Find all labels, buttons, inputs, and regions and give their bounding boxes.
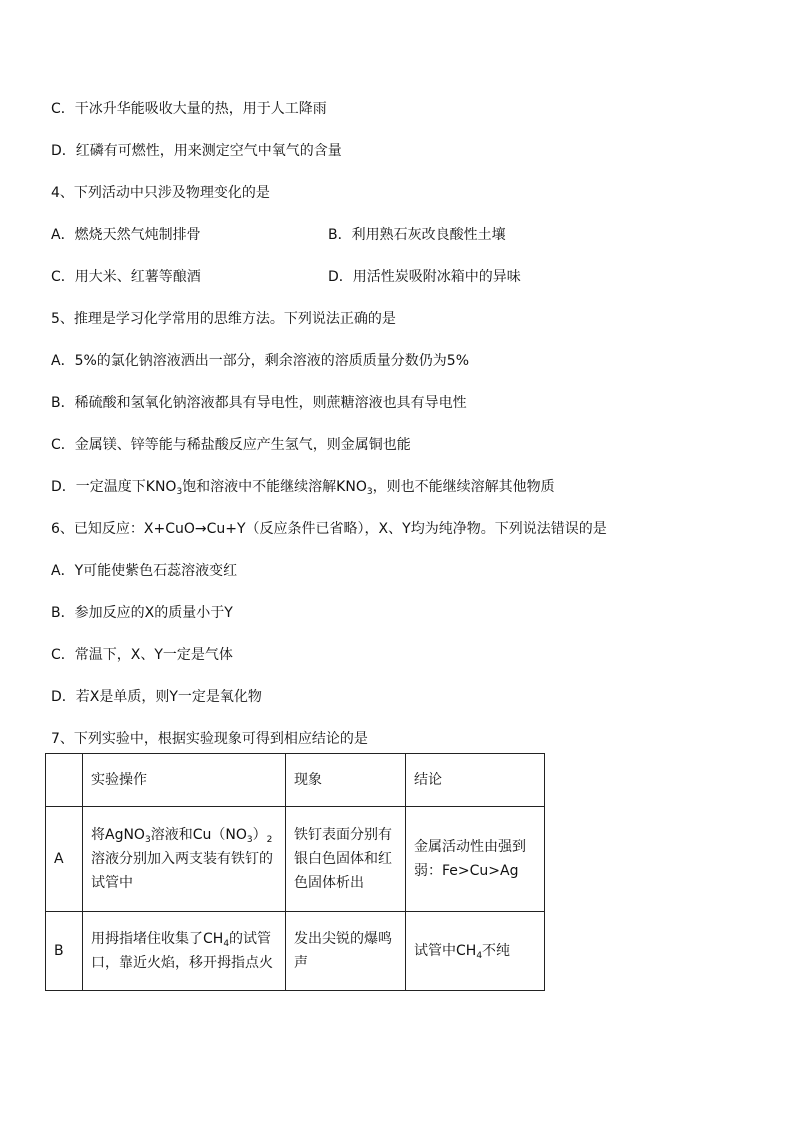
row-label: A: [46, 807, 83, 912]
operation-cell: 将AgNO$_3$溶液和$Cu(NO_3)_2$溶液分别加入两支装有铁钉的试管中: [83, 807, 286, 912]
table-row: [46, 912, 545, 991]
header-cell-operation: 实验操作: [83, 754, 286, 807]
option-4c: C．用大米、红薯等酿酒: [51, 269, 201, 285]
conclusion-cell: 试管中$CH_4$不纯: [406, 912, 545, 991]
option-5c: C．金属镁、锌等能与稀盐酸反应产生氢气，则金属铜也能: [51, 437, 411, 453]
option-6a: A．Y可能使紫色石蕊溶液变红: [51, 563, 238, 579]
phenomenon-cell: 发出尖锐的爆鸣声: [286, 912, 406, 991]
experiment-table: [45, 753, 545, 991]
header-cell-conclusion: 结论: [406, 754, 545, 807]
option-4d: D．用活性炭吸附冰箱中的异味: [328, 269, 521, 285]
row-label: B: [46, 912, 83, 991]
option-6b: B．参加反应的X的质量小于Y: [51, 605, 233, 621]
table-row: [46, 807, 545, 912]
option-4b: B．利用熟石灰改良酸性土壤: [328, 227, 506, 243]
option-5d: D．一定温度下$KNO_3$饱和溶液中不能继续溶解$KNO_3$，则也不能继续溶解其他物质: [51, 479, 555, 497]
question-7: 7、下列实验中，根据实验现象可得到相应结论的是: [51, 731, 368, 747]
conclusion-cell: 金属活动性由强到弱：Fe>Cu>Ag: [406, 807, 545, 912]
option-5a: A．5%的氯化钠溶液洒出一部分，剩余溶液的溶质质量分数仍为5%: [51, 353, 469, 369]
operation-cell: 用拇指堵住收集了$CH_4$的试管口，靠近火焰，移开拇指点火: [83, 912, 286, 991]
header-cell-phenomenon: 现象: [286, 754, 406, 807]
question-6: 6、已知反应：X+CuO→Cu+Y（反应条件已省略），X、Y均为纯净物。下列说法错误的是: [51, 521, 607, 537]
phenomenon-cell: 铁钉表面分别有银白色固体和红色固体析出: [286, 807, 406, 912]
question-4: 4、下列活动中只涉及物理变化的是: [51, 185, 270, 201]
option-6c: C．常温下，X、Y一定是气体: [51, 647, 233, 663]
header-cell-blank: [46, 754, 83, 807]
option-5b: B．稀硫酸和氢氧化钠溶液都具有导电性，则蔗糖溶液也具有导电性: [51, 395, 467, 411]
table-header-row: [46, 754, 545, 807]
option-3c: C．干冰升华能吸收大量的热，用于人工降雨: [51, 101, 327, 117]
question-5: 5、推理是学习化学常用的思维方法。下列说法正确的是: [51, 311, 396, 327]
option-6d: D．若X是单质，则Y一定是氧化物: [51, 689, 262, 705]
option-3d: D．红磷有可燃性，用来测定空气中氧气的含量: [51, 143, 342, 159]
option-4a: A．燃烧天然气炖制排骨: [51, 227, 201, 243]
